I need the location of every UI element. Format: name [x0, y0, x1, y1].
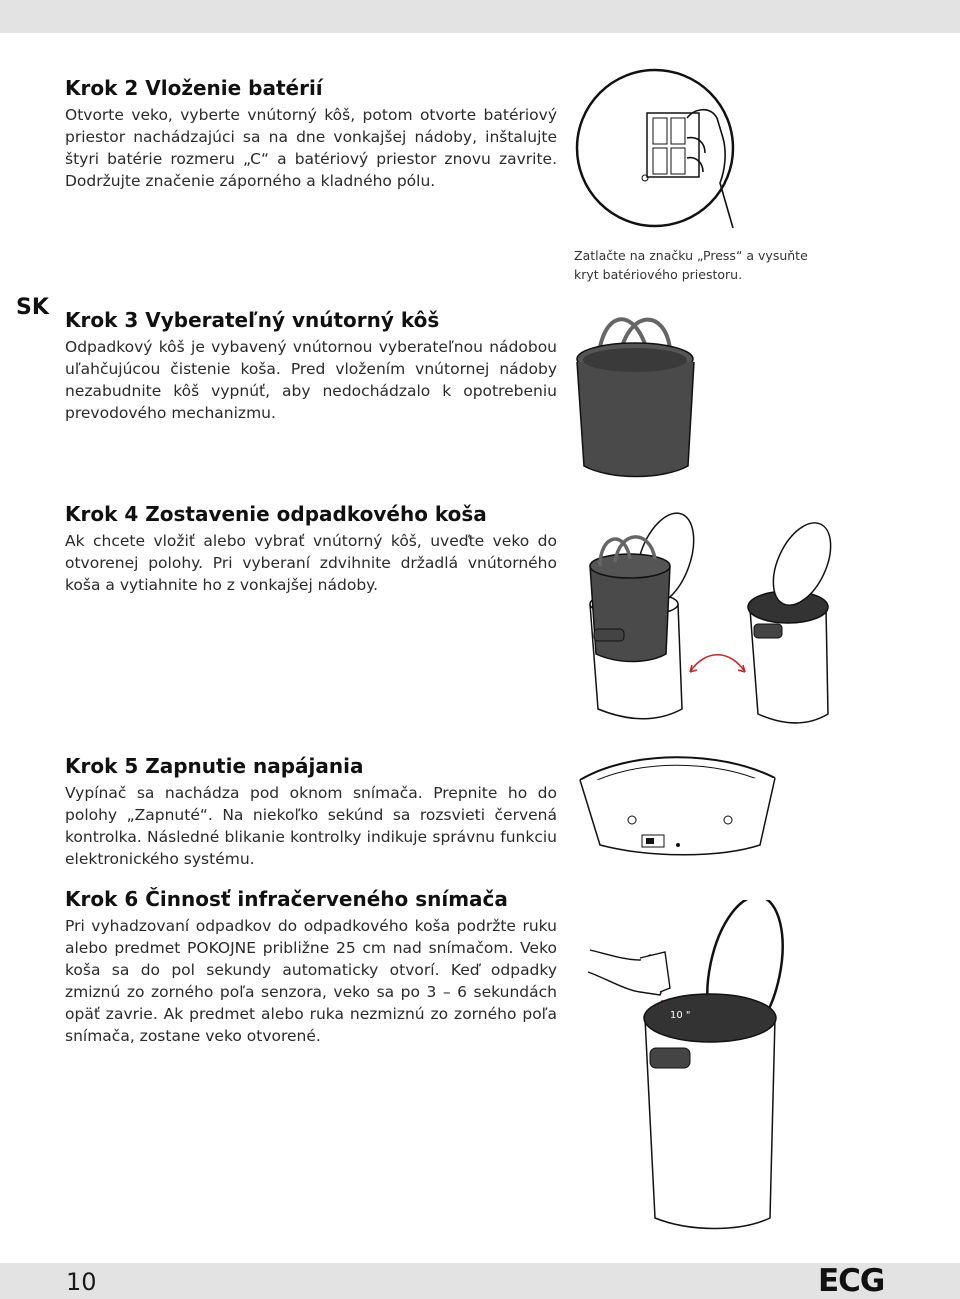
battery-caption: Zatlačte na značku „Press“ a vysuňte kryt batériového priestoru.: [574, 248, 808, 282]
step-4-section: [65, 502, 557, 596]
step-2-section: [65, 76, 557, 192]
step-5-title: Krok 5 Zapnutie napájania: [65, 754, 364, 778]
inner-bucket-illustration: [570, 304, 720, 484]
step-3-body: Odpadkový kôš je vybavený vnútornou vyberateľnou nádobou uľahčujúcou čistenie koša. Pred vložením vnútornej nádoby nezabudnite kôš vypnúť, aby nedochádzalo k opotrebeniu prevodového mechanizmu.: [65, 338, 557, 422]
step-4-title: Krok 4 Zostavenie odpadkového koša: [65, 502, 487, 526]
bin-assembly-illustration: [570, 504, 850, 724]
footer-bar: [0, 1263, 960, 1299]
power-switch-illustration: [570, 750, 790, 860]
step-6-body: Pri vyhadzovaní odpadkov do odpadkového koša podržte ruku alebo predmet POKOJNE približne 25 cm nad snímačom. Veko koša sa do pol sekundy automaticky otvorí. Keď odpadky zmiznú zo zorného poľa senzora, veko sa po 3 – 6 sekundách opäť zavrie. Ak predmet alebo ruka nezmiznú zo zorného poľa snímača, zostane veko otvorené.: [65, 917, 557, 1045]
step-6-section: [65, 887, 557, 1047]
step-3-title: Krok 3 Vyberateľný vnútorný kôš: [65, 308, 440, 332]
sensor-operation-illustration: [570, 900, 800, 1230]
step-4-body: Ak chcete vložiť alebo vybrať vnútorný kôš, uveďte veko do otvorenej polohy. Pri vyberaní zdvihnite držadlá vnútorného koša a vytiahnite ho z vonkajšej nádoby.: [65, 532, 557, 594]
header-bar: [0, 0, 960, 33]
step-5-body: Vypínač sa nachádza pod oknom snímača. Prepnite ho do polohy „Zapnuté“. Na niekoľko sekúnd sa rozsvieti červená kontrolka. Následné blikanie kontrolky indikuje správnu funkciu elektronického systému.: [65, 784, 557, 868]
step-3-section: [65, 308, 557, 424]
step-2-title: Krok 2 Vloženie batérií: [65, 76, 323, 100]
step-5-section: [65, 754, 557, 870]
brand-logo: ECG: [818, 1263, 885, 1299]
step-6-title: Krok 6 Činnosť infračerveného snímača: [65, 887, 508, 911]
step-2-body: Otvorte veko, vyberte vnútorný kôš, potom otvorte batériový priestor nachádzajúci sa na dne vonkajšej nádoby, inštalujte štyri batérie rozmeru „C“ a batériový priestor znovu zavrite. Dodržujte značenie záporného a kladného pólu.: [65, 106, 557, 190]
battery-compartment-illustration: [575, 58, 755, 233]
page-number: 10: [66, 1268, 97, 1296]
language-tab: SK: [16, 295, 49, 320]
distance-label: 10 ": [670, 1010, 691, 1021]
